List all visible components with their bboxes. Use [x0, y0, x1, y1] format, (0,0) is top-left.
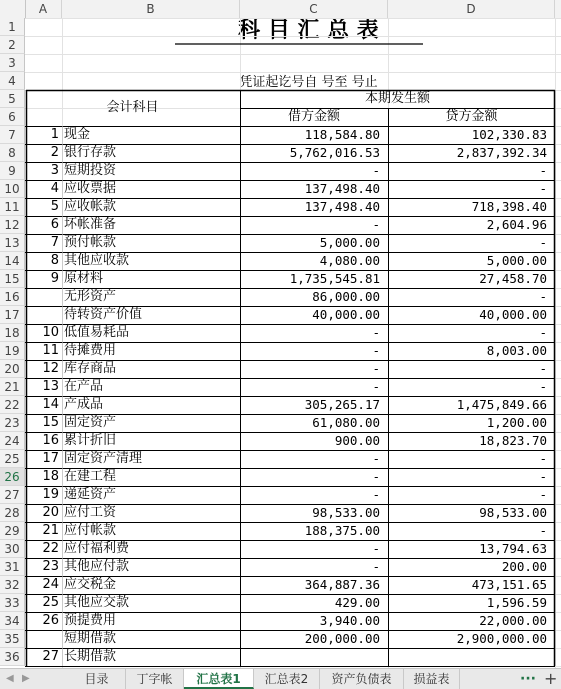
credit-amount-cell[interactable]: 22,000.00: [479, 613, 547, 628]
voucher-range-line: 凭证起讫号自 号至 号止: [239, 75, 378, 90]
row-header[interactable]: 32: [0, 576, 25, 594]
row-header[interactable]: 11: [0, 198, 25, 216]
credit-amount-cell[interactable]: 8,003.00: [486, 343, 547, 358]
account-number-cell[interactable]: 20: [42, 505, 59, 520]
sheet-tab[interactable]: 资产负债表: [320, 669, 404, 689]
row-header[interactable]: 35: [0, 630, 25, 648]
account-number-cell[interactable]: [25, 288, 60, 306]
credit-amount-cell[interactable]: 2,900,000.00: [456, 631, 547, 646]
account-name-cell[interactable]: 其他应收款: [64, 253, 130, 268]
header-debit: 借方金额: [287, 109, 340, 124]
column-header-d[interactable]: D: [388, 0, 555, 18]
credit-amount-cell[interactable]: 40,000.00: [479, 307, 547, 322]
row-header[interactable]: 31: [0, 558, 25, 576]
account-name-cell[interactable]: 待摊费用: [64, 343, 117, 358]
debit-amount-cell[interactable]: 4,080.00: [319, 253, 380, 268]
sheet-tab[interactable]: 目录: [68, 669, 126, 689]
account-name-cell[interactable]: 现金: [64, 127, 91, 142]
row-header[interactable]: 24: [0, 432, 25, 450]
account-name-cell[interactable]: 待转资产价值: [64, 307, 143, 322]
debit-amount-cell[interactable]: -: [372, 469, 380, 484]
account-number-cell[interactable]: 15: [42, 415, 59, 430]
account-name-cell[interactable]: 预提费用: [64, 613, 117, 628]
more-tabs-icon[interactable]: ···: [520, 671, 536, 687]
account-number-cell[interactable]: 3: [50, 163, 59, 178]
debit-amount-cell[interactable]: 1,735,545.81: [289, 271, 380, 286]
debit-amount-cell[interactable]: 188,375.00: [304, 523, 380, 538]
debit-amount-cell[interactable]: -: [372, 361, 380, 376]
debit-amount-cell[interactable]: 364,887.36: [304, 577, 380, 592]
debit-amount-cell[interactable]: 5,000.00: [319, 235, 380, 250]
credit-amount-cell[interactable]: -: [539, 163, 547, 178]
add-sheet-icon[interactable]: +: [544, 669, 558, 688]
account-name-cell[interactable]: 银行存款: [64, 145, 117, 160]
account-name-cell[interactable]: 无形资产: [64, 289, 117, 304]
account-number-cell[interactable]: 4: [50, 181, 59, 196]
debit-amount-cell[interactable]: -: [372, 379, 380, 394]
row-header[interactable]: 22: [0, 396, 25, 414]
credit-amount-cell[interactable]: -: [539, 379, 547, 394]
account-name-cell[interactable]: 在建工程: [64, 469, 117, 484]
account-name-cell[interactable]: 应收票据: [64, 181, 117, 196]
account-number-cell[interactable]: 24: [42, 577, 59, 592]
sheet-tab[interactable]: 丁字帐: [126, 669, 184, 689]
row-header[interactable]: 30: [0, 540, 25, 558]
tab-scroll-next-icon[interactable]: ▶: [22, 673, 30, 684]
debit-amount-cell[interactable]: -: [372, 451, 380, 466]
account-number-cell[interactable]: 14: [42, 397, 59, 412]
debit-amount-cell[interactable]: 86,000.00: [312, 289, 380, 304]
debit-amount-cell[interactable]: [240, 648, 388, 666]
account-name-cell[interactable]: 累计折旧: [64, 433, 117, 448]
credit-amount-cell[interactable]: 2,837,392.34: [456, 145, 547, 160]
select-all-corner[interactable]: [0, 0, 26, 18]
debit-amount-cell[interactable]: -: [372, 325, 380, 340]
debit-amount-cell[interactable]: 429.00: [334, 595, 380, 610]
account-number-cell[interactable]: 9: [50, 271, 59, 286]
debit-amount-cell[interactable]: 200,000.00: [304, 631, 380, 646]
row-header[interactable]: 17: [0, 306, 25, 324]
row-header[interactable]: 21: [0, 378, 25, 396]
account-name-cell[interactable]: 低值易耗品: [64, 325, 130, 340]
credit-amount-cell[interactable]: 98,533.00: [479, 505, 547, 520]
sheet-title: 科 目 汇 总 表: [238, 18, 379, 43]
column-header-a[interactable]: A: [25, 0, 62, 18]
credit-amount-cell[interactable]: 200.00: [501, 559, 547, 574]
row-header[interactable]: 9: [0, 162, 25, 180]
row-header[interactable]: 8: [0, 144, 25, 162]
account-number-cell[interactable]: 12: [42, 361, 59, 376]
credit-amount-cell[interactable]: 1,596.59: [486, 595, 547, 610]
row-header[interactable]: 27: [0, 486, 25, 504]
credit-amount-cell[interactable]: -: [539, 325, 547, 340]
row-header[interactable]: 5: [0, 90, 25, 108]
row-header[interactable]: 23: [0, 414, 25, 432]
account-number-cell[interactable]: 19: [42, 487, 59, 502]
header-period: 本期发生额: [364, 91, 430, 106]
account-name-cell[interactable]: 产成品: [64, 397, 104, 412]
account-name-cell[interactable]: 应付福利费: [64, 541, 130, 556]
column-header-c[interactable]: C: [240, 0, 388, 18]
row-header[interactable]: 34: [0, 612, 25, 630]
sheet-tab[interactable]: 汇总表1: [184, 669, 254, 689]
credit-amount-cell[interactable]: 473,151.65: [471, 577, 547, 592]
header-credit: 贷方金额: [445, 109, 498, 124]
account-number-cell[interactable]: 1: [50, 127, 59, 142]
account-number-cell[interactable]: 25: [42, 595, 59, 610]
row-header[interactable]: 15: [0, 270, 25, 288]
row-header[interactable]: 3: [0, 54, 25, 72]
row-header[interactable]: 6: [0, 108, 25, 126]
row-header[interactable]: 12: [0, 216, 25, 234]
account-number-cell[interactable]: 13: [42, 379, 59, 394]
account-name-cell[interactable]: 应付工资: [64, 505, 117, 520]
account-name-cell[interactable]: 其他应付款: [64, 559, 130, 574]
account-number-cell[interactable]: 17: [42, 451, 59, 466]
account-name-cell[interactable]: 长期借款: [64, 649, 117, 664]
debit-amount-cell[interactable]: 137,498.40: [304, 181, 380, 196]
debit-amount-cell[interactable]: 900.00: [334, 433, 380, 448]
row-header[interactable]: 25: [0, 450, 25, 468]
credit-amount-cell[interactable]: -: [539, 181, 547, 196]
account-number-cell[interactable]: 11: [42, 343, 59, 358]
row-header[interactable]: 10: [0, 180, 25, 198]
sheet-tab[interactable]: 损益表: [404, 669, 460, 689]
credit-amount-cell[interactable]: 27,458.70: [479, 271, 547, 286]
credit-amount-cell[interactable]: 2,604.96: [486, 217, 547, 232]
credit-amount-cell[interactable]: 102,330.83: [471, 127, 547, 142]
debit-amount-cell[interactable]: -: [372, 343, 380, 358]
account-number-cell[interactable]: 5: [50, 199, 59, 214]
cell-grid[interactable]: [25, 18, 561, 668]
debit-amount-cell[interactable]: 3,940.00: [319, 613, 380, 628]
credit-amount-cell[interactable]: 1,200.00: [486, 415, 547, 430]
debit-amount-cell[interactable]: -: [372, 541, 380, 556]
account-name-cell[interactable]: 原材料: [64, 271, 104, 286]
credit-amount-cell[interactable]: -: [539, 469, 547, 484]
account-name-cell[interactable]: 库存商品: [64, 361, 117, 376]
debit-amount-cell[interactable]: -: [372, 487, 380, 502]
account-name-cell[interactable]: 固定资产清理: [64, 451, 143, 466]
credit-amount-cell[interactable]: 718,398.40: [471, 199, 547, 214]
account-name-cell[interactable]: 预付帐款: [64, 235, 117, 250]
row-header[interactable]: 20: [0, 360, 25, 378]
account-number-cell[interactable]: 22: [42, 541, 59, 556]
row-header[interactable]: 29: [0, 522, 25, 540]
account-name-cell[interactable]: 固定资产: [64, 415, 117, 430]
account-number-cell[interactable]: 27: [42, 649, 59, 664]
account-name-cell[interactable]: 在产品: [64, 379, 104, 394]
debit-amount-cell[interactable]: 118,584.80: [304, 127, 380, 142]
account-name-cell[interactable]: 其他应交款: [64, 595, 130, 610]
sheet-tab[interactable]: 汇总表2: [254, 669, 320, 689]
debit-amount-cell[interactable]: -: [372, 217, 380, 232]
account-number-cell[interactable]: 10: [42, 325, 59, 340]
debit-amount-cell[interactable]: 61,080.00: [312, 415, 380, 430]
row-header[interactable]: 7: [0, 126, 25, 144]
debit-amount-cell[interactable]: -: [372, 559, 380, 574]
row-header[interactable]: 14: [0, 252, 25, 270]
credit-amount-cell[interactable]: -: [539, 451, 547, 466]
account-name-cell[interactable]: 短期投资: [64, 163, 117, 178]
account-number-cell[interactable]: 16: [42, 433, 59, 448]
debit-amount-cell[interactable]: 305,265.17: [304, 397, 380, 412]
credit-amount-cell[interactable]: [388, 648, 555, 666]
row-header[interactable]: 19: [0, 342, 25, 360]
account-number-cell[interactable]: 26: [42, 613, 59, 628]
credit-amount-cell[interactable]: -: [539, 235, 547, 250]
account-number-cell[interactable]: 21: [42, 523, 59, 538]
account-name-cell[interactable]: 应交税金: [64, 577, 117, 592]
account-name-cell[interactable]: 应付帐款: [64, 523, 117, 538]
account-number-cell[interactable]: 23: [42, 559, 59, 574]
debit-amount-cell[interactable]: -: [372, 163, 380, 178]
credit-amount-cell[interactable]: 18,823.70: [479, 433, 547, 448]
credit-amount-cell[interactable]: -: [539, 289, 547, 304]
account-name-cell[interactable]: 递延资产: [64, 487, 117, 502]
header-account: 会计科目: [106, 100, 159, 115]
credit-amount-cell[interactable]: 13,794.63: [479, 541, 547, 556]
account-name-cell[interactable]: 坏帐准备: [64, 217, 117, 232]
account-number-cell[interactable]: 18: [42, 469, 59, 484]
account-number-cell[interactable]: 7: [50, 235, 59, 250]
row-header[interactable]: 2: [0, 36, 25, 54]
account-number-cell[interactable]: [25, 630, 60, 648]
debit-amount-cell[interactable]: 137,498.40: [304, 199, 380, 214]
debit-amount-cell[interactable]: 40,000.00: [312, 307, 380, 322]
credit-amount-cell[interactable]: 5,000.00: [486, 253, 547, 268]
sheet-tab-bar: [0, 668, 561, 689]
account-name-cell[interactable]: 应收帐款: [64, 199, 117, 214]
credit-amount-cell[interactable]: -: [539, 361, 547, 376]
account-number-cell[interactable]: 8: [50, 253, 59, 268]
credit-amount-cell[interactable]: 1,475,849.66: [456, 397, 547, 412]
credit-amount-cell[interactable]: -: [539, 487, 547, 502]
account-name-cell[interactable]: 短期借款: [64, 631, 117, 646]
account-number-cell[interactable]: 6: [50, 217, 59, 232]
debit-amount-cell[interactable]: 5,762,016.53: [289, 145, 380, 160]
tab-scroll-prev-icon[interactable]: ◀: [6, 673, 14, 684]
credit-amount-cell[interactable]: -: [539, 523, 547, 538]
row-header[interactable]: 28: [0, 504, 25, 522]
row-header[interactable]: 13: [0, 234, 25, 252]
row-header[interactable]: 33: [0, 594, 25, 612]
row-header[interactable]: 1: [0, 18, 25, 36]
row-header[interactable]: 4: [0, 72, 25, 90]
row-header[interactable]: 18: [0, 324, 25, 342]
row-header[interactable]: 36: [0, 648, 25, 666]
column-header-bar: [0, 0, 561, 19]
debit-amount-cell[interactable]: 98,533.00: [312, 505, 380, 520]
column-header-b[interactable]: B: [62, 0, 240, 18]
account-number-cell[interactable]: [25, 306, 60, 324]
account-number-cell[interactable]: 2: [50, 145, 59, 160]
row-header[interactable]: 16: [0, 288, 25, 306]
row-header[interactable]: 26: [0, 468, 25, 486]
